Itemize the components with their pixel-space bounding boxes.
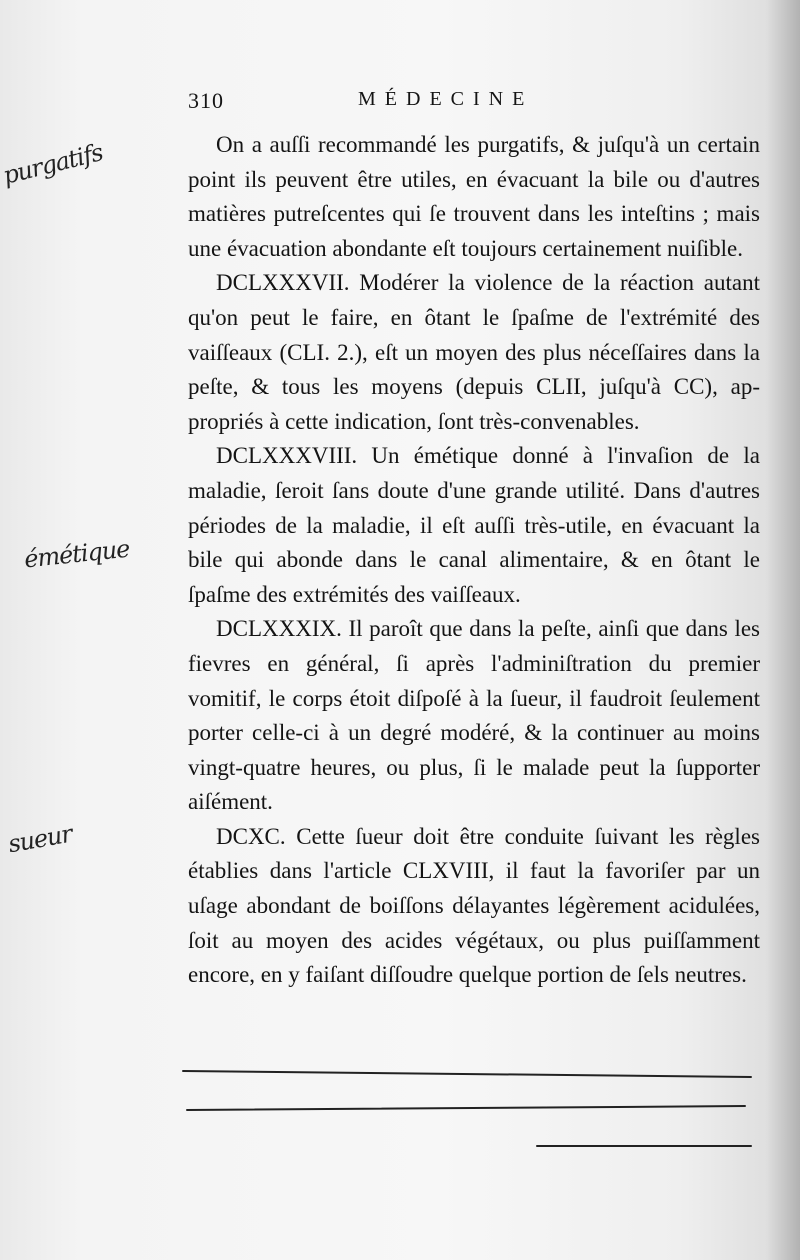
body-text [188, 128, 760, 993]
handwritten-underline [182, 1070, 752, 1078]
paragraph-purgatifs: On a auſſi recommandé les purgatifs, & juſqu'à un certain point ils peuvent être utiles, en évacuant la bile ou d'autres matières putreſcentes qui ſe trouvent dans les inteſtins ; mais une évacuation abondante eſt toujours certainement nuiſible. [188, 132, 760, 261]
paragraph-dclxxxviii: DCLXXXVIII. Un émétique donné à l'invaſion de la maladie, ſeroit ſans doute d'une grande utilité. Dans d'autres périodes de la maladie, il eſt auſſi très-utile, en évacuant la bile qui abonde dans le canal alimentaire, & en ôtant le ſpaſme des extrémités des vaiſſeaux. [188, 443, 760, 607]
margin-note-purgatifs: purgatifs [0, 138, 106, 190]
margin-note-sueur: sueur [6, 819, 74, 859]
handwritten-underline [186, 1105, 746, 1111]
running-head: MÉDECINE [358, 88, 534, 110]
paragraph-dclxxxix: DCLXXXIX. Il paroît que dans la peſte, ainſi que dans les fievres en général, ſi après l'adminiſtration du premier vomitif, le corps étoit diſpoſé à la ſueur, il faudroit ſeulement porter celle-ci à un degré modéré, & la continuer au moins vingt-quatre heures, ou plus, ſi le malade peut la ſupporter aiſément. [188, 616, 760, 815]
page-header [188, 88, 756, 118]
paragraph-dcxc: DCXC. Cette ſueur doit être conduite ſuivant les règles établies dans l'article CLXVIII, il faut la favoriſer par un uſage abondant de boiſſons délayantes légèrement acidulées, ſoit au moyen des acides végétaux, ou plus puiſſamment encore, en y faiſant diſſoudre quelque portion de ſels neutres. [188, 823, 760, 988]
paragraph-dclxxxvii: DCLXXXVII. Modérer la violence de la réaction autant qu'on peut le faire, en ôtant le ſpaſme de l'extrémité des vaiſſeaux (CLI. 2.), eſt un moyen des plus néceſſaires dans la peſte, & tous les moyens (depuis CLII, juſqu'à CC), appropriés à cette indication, ſont très-convenables. [188, 270, 760, 434]
margin-note-emetique: émétique [22, 534, 131, 574]
page-number: 310 [188, 88, 224, 113]
handwritten-underline [536, 1145, 752, 1147]
